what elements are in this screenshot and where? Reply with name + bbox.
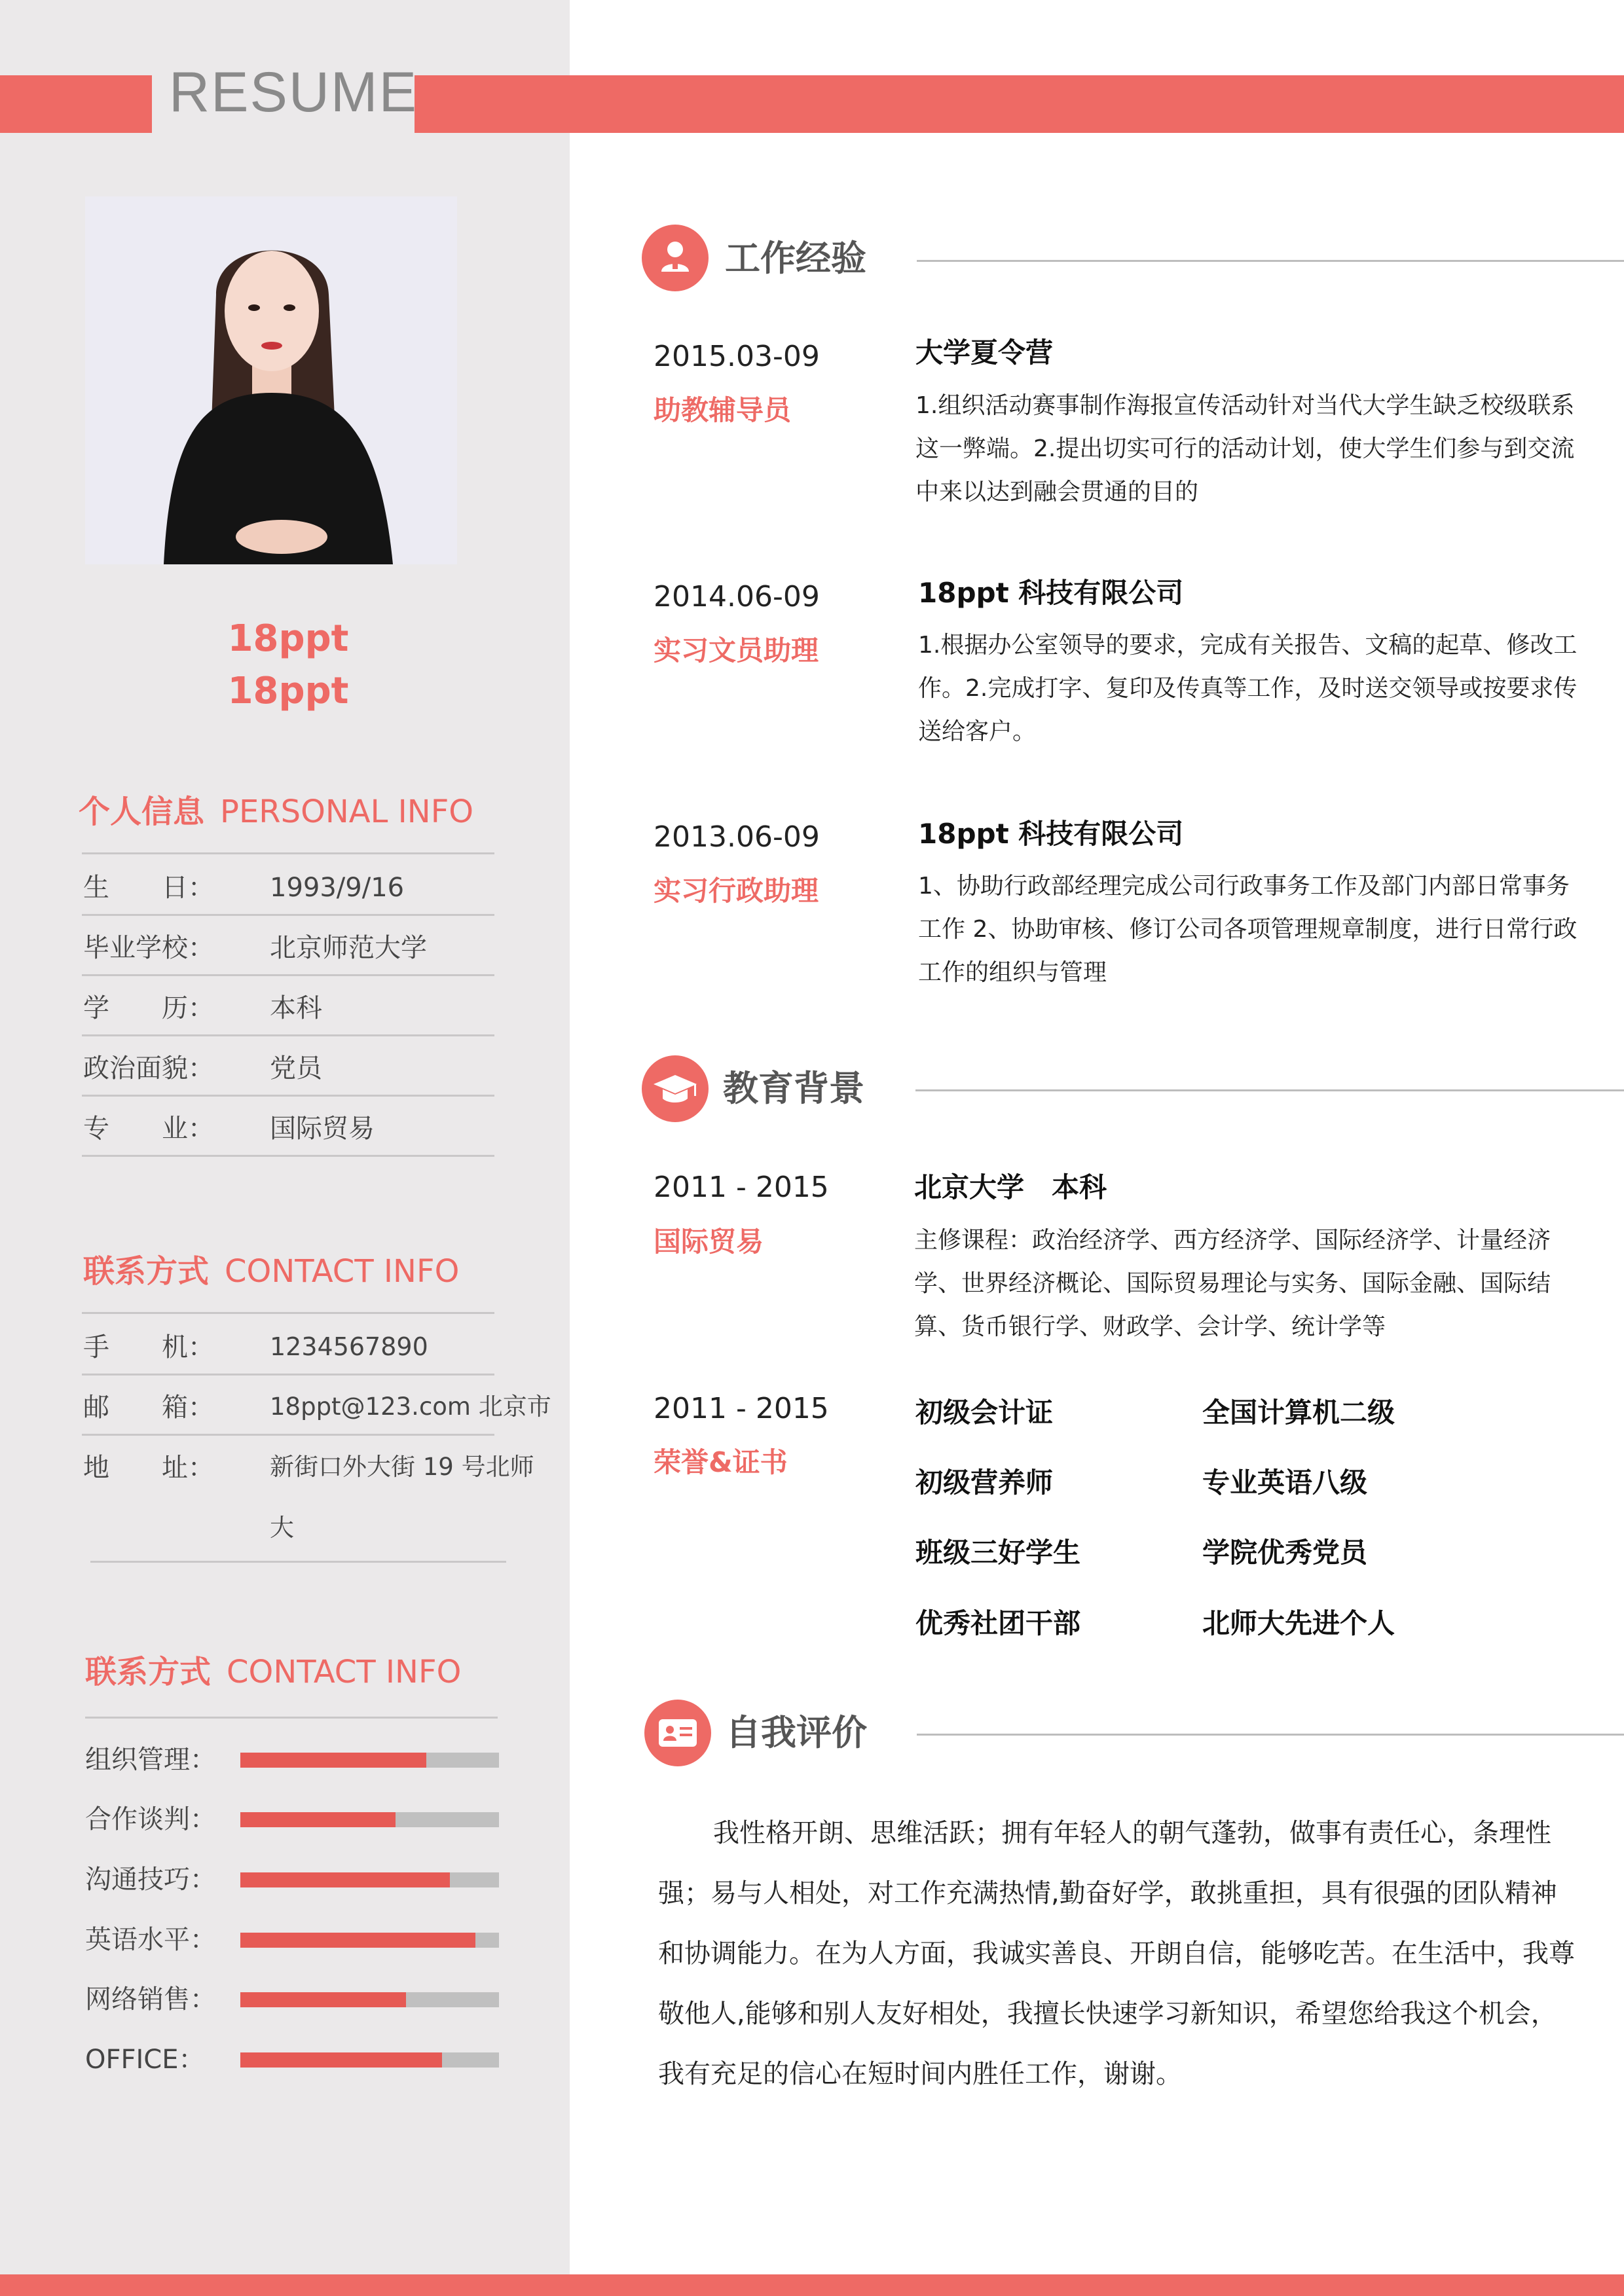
skill-bar <box>240 1992 499 2007</box>
skills-title-cn: 联系方式 <box>85 1654 212 1690</box>
skills-title-en: CONTACT INFO <box>227 1654 462 1690</box>
certificate: 北师大先进个人 <box>1202 1607 1395 1639</box>
divider <box>82 1155 494 1157</box>
contact-address-cont: 大 <box>270 1514 294 1542</box>
certificate: 班级三好学生 <box>915 1537 1081 1569</box>
footer-bar <box>0 2274 1624 2296</box>
certificate: 初级会计证 <box>915 1396 1054 1429</box>
work-date: 2013.06-09 <box>654 820 820 854</box>
work-description: 1、协助行政部经理完成公司行政事务工作及部门内部日常事务工作 2、协助审核、修订公司各项管理规章制度，进行日常行政工作的组织与管理 <box>918 873 1578 986</box>
user-badge-icon <box>642 225 709 291</box>
work-date: 2014.06-09 <box>654 580 820 613</box>
skill-bar-fill <box>240 1933 475 1948</box>
certificate: 全国计算机二级 <box>1202 1396 1395 1429</box>
education-title: 教育背景 <box>723 1068 864 1109</box>
skill-bar <box>240 1753 499 1768</box>
info-value: 党员 <box>270 1053 322 1084</box>
divider <box>82 1034 494 1036</box>
work-org: 大学夏令营 <box>915 337 1054 369</box>
certificate: 优秀社团干部 <box>915 1607 1081 1639</box>
personal-info-title-en: PERSONAL INFO <box>220 793 474 830</box>
info-key: 毕业学校： <box>83 933 214 963</box>
skill-label: OFFICE： <box>85 2045 205 2075</box>
work-description: 1.组织活动赛事制作海报宣传活动针对当代大学生缺乏校级联系这一弊端。2.提出切实可行的活动计划，使大学生们参与到交流中来以达到融会贯通的目的 <box>915 392 1575 505</box>
skill-bar-fill <box>240 2052 442 2068</box>
divider <box>82 1095 494 1097</box>
work-role: 实习行政助理 <box>654 875 819 907</box>
personal-info-title-cn: 个人信息 <box>79 793 205 830</box>
info-key: 生 日： <box>83 873 214 903</box>
education-description: 主修课程：政治经济学、西方经济学、国际经济学、计量经济学、世界经济概论、国际贸易理论与实务、国际金融、国际结算、货币银行学、财政学、会计学、统计学等 <box>914 1227 1551 1340</box>
work-date: 2015.03-09 <box>654 340 820 373</box>
skill-bar-fill <box>240 1872 450 1887</box>
skills-heading <box>85 1656 461 1688</box>
work-experience-title: 工作经验 <box>725 238 866 279</box>
resume-title: RESUME <box>169 61 418 124</box>
info-key: 专 业： <box>83 1114 214 1144</box>
divider <box>917 260 1624 262</box>
graduation-cap-icon <box>642 1055 709 1122</box>
education-major: 国际贸易 <box>654 1226 764 1258</box>
honors-date: 2011 - 2015 <box>654 1392 829 1425</box>
info-value: 北京师范大学 <box>270 933 427 963</box>
divider <box>82 974 494 976</box>
divider <box>82 852 494 854</box>
contact-info-heading <box>83 1253 460 1290</box>
skill-label: 英语水平： <box>85 1925 216 1955</box>
education-school: 北京大学 本科 <box>914 1171 1107 1203</box>
profile-photo <box>85 196 457 564</box>
info-value: 1993/9/16 <box>270 873 405 903</box>
divider <box>90 1561 506 1563</box>
certificate: 专业英语八级 <box>1202 1467 1368 1499</box>
info-value: 1234567890 <box>270 1332 428 1361</box>
skill-bar <box>240 1933 499 1948</box>
self-evaluation-text: 我性格开朗、思维活跃；拥有年轻人的朝气蓬勃，做事有责任心，条理性强；易与人相处，对工作充满热情,勤奋好学，敢挑重担，具有很强的团队精神和协调能力。在为人方面，我诚实善良、开朗自信，能够吃苦。在生活中，我尊敬他人,能够和别人友好相处，我擅长快速学习新知识，希望您给我这个机会，我有充足的信心在短时间内胜任工作，谢谢。 <box>658 1818 1575 2089</box>
info-key: 邮 箱： <box>83 1393 214 1423</box>
info-key: 政治面貌： <box>83 1053 214 1084</box>
contact-info-title-cn: 联系方式 <box>83 1253 210 1290</box>
skill-label: 组织管理： <box>85 1745 216 1775</box>
divider <box>85 1717 498 1719</box>
skill-bar-fill <box>240 1992 406 2007</box>
divider <box>82 1374 494 1376</box>
certificate: 初级营养师 <box>915 1467 1054 1499</box>
info-value: 国际贸易 <box>270 1114 375 1144</box>
skill-bar <box>240 1812 499 1827</box>
divider <box>82 1434 494 1436</box>
work-description: 1.根据办公室领导的要求，完成有关报告、文稿的起草、修改工作。2.完成打字、复印及传真等工作，及时送交领导或按要求传送给客户。 <box>918 632 1578 745</box>
divider <box>82 914 494 916</box>
skill-label: 合作谈判： <box>85 1804 216 1834</box>
skill-bar-fill <box>240 1812 396 1827</box>
certificate: 学院优秀党员 <box>1202 1537 1368 1569</box>
education-date: 2011 - 2015 <box>654 1171 829 1204</box>
info-key: 手 机： <box>83 1332 214 1362</box>
id-card-icon <box>644 1700 711 1766</box>
skill-bar-fill <box>240 1753 426 1768</box>
profile-name-line1: 18ppt <box>227 617 349 660</box>
info-key: 地 址： <box>83 1453 214 1483</box>
self-evaluation-title: 自我评价 <box>726 1712 867 1753</box>
profile-name-line2: 18ppt <box>227 670 349 712</box>
info-key: 学 历： <box>83 993 214 1023</box>
divider <box>82 1312 494 1314</box>
work-role: 助教辅导员 <box>654 394 792 426</box>
divider <box>915 1089 1624 1091</box>
contact-info-title-en: CONTACT INFO <box>225 1253 460 1290</box>
skill-label: 沟通技巧： <box>85 1865 216 1895</box>
divider <box>917 1734 1624 1736</box>
skill-label: 网络销售： <box>85 1984 216 2014</box>
work-role: 实习文员助理 <box>654 634 819 666</box>
info-value: 本科 <box>270 993 322 1023</box>
work-org: 18ppt 科技有限公司 <box>918 577 1184 609</box>
skill-bar <box>240 1872 499 1887</box>
info-value: 新街口外大街 19 号北师 <box>270 1453 534 1481</box>
header-bar-left <box>0 75 152 133</box>
info-value: 18ppt@123.com 北京市 <box>270 1393 551 1421</box>
honors-label: 荣誉&证书 <box>654 1446 788 1478</box>
work-org: 18ppt 科技有限公司 <box>918 818 1184 850</box>
skill-bar <box>240 2052 499 2068</box>
header-bar-right <box>415 75 1624 133</box>
personal-info-heading <box>79 793 474 830</box>
